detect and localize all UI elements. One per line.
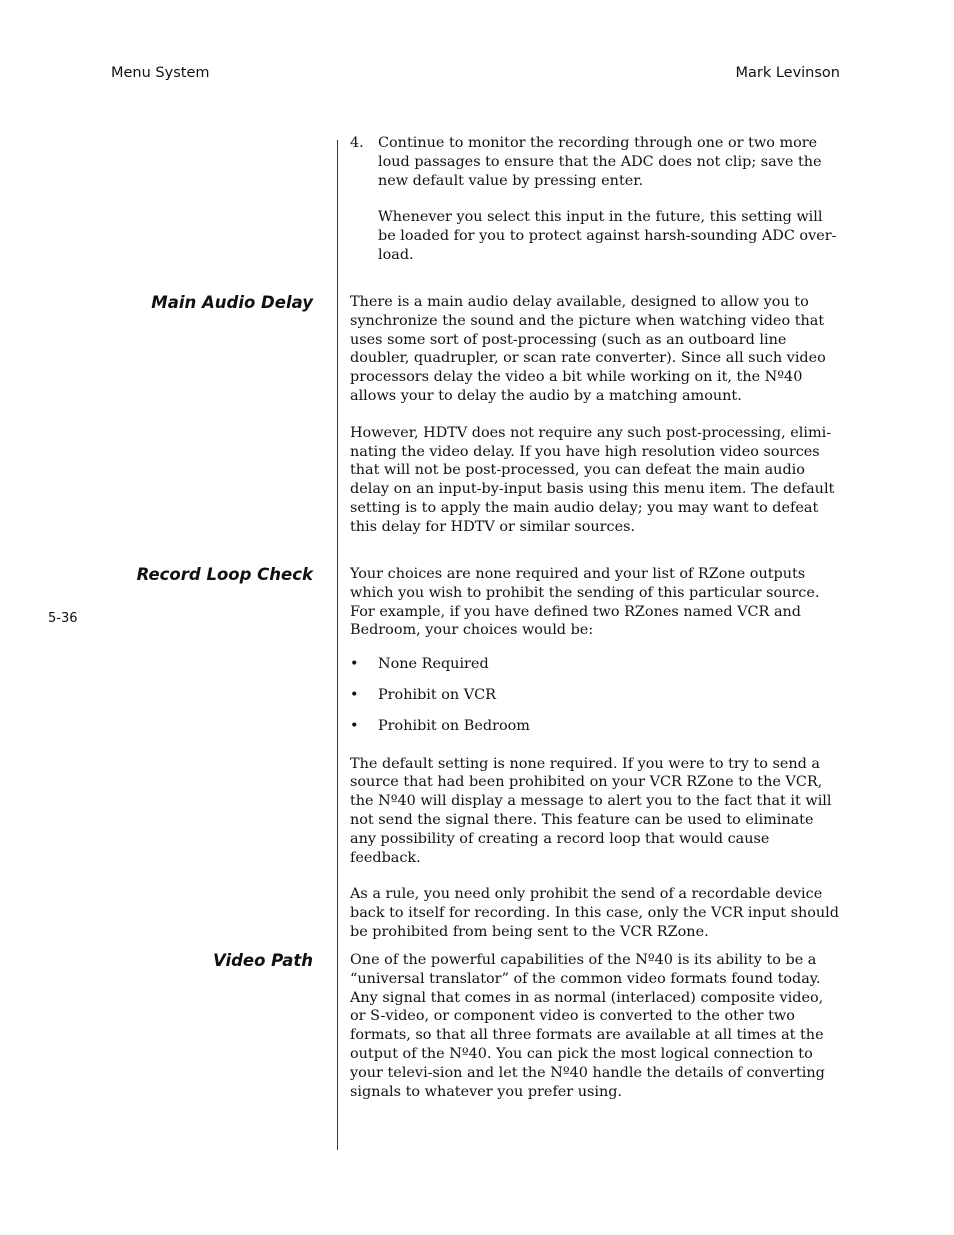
list-item xyxy=(350,686,842,705)
running-header-left: Menu System xyxy=(111,65,210,81)
paragraph: The default setting is none required. If you were to try to send a source that had been prohibited on your VCR RZone to the VCR, the Nº40 will display a message to alert you to the fact that it will not send the signal there. This feature can be used to eliminate any possibility of creating a record loop that would cause feedback. xyxy=(350,755,832,866)
paragraph: However, HDTV does not require any such post-processing, elimi-nating the video delay. If you have high resolution video sources that will not be post-processed, you can defeat the main audio delay on an input-by-input basis using this menu item. The default setting is to apply the main audio delay; you may want to defeat this delay for HDTV or similar sources. xyxy=(350,424,835,535)
step-number: 4. xyxy=(350,135,364,151)
step-4-block xyxy=(350,134,842,265)
column-divider xyxy=(337,140,338,1150)
section-video-path xyxy=(350,951,842,1101)
paragraph: Your choices are none required and your list of RZone outputs which you wish to prohibit the sending of this particular source. For example, if you have defined two RZones named VCR and Bedroom, your choices would be: xyxy=(350,566,820,639)
running-header-right: Mark Levinson xyxy=(735,65,840,81)
paragraph: One of the powerful capabilities of the Nº40 is its ability to be a “universal translator” of the common video formats found today. Any signal that comes in as normal (interlaced) composite video, or S-video, or component video is converted to the other two formats, so that all three formats are available at all times at the output of the Nº40. You can pick the most logical connection to your televi-sion and let the Nº40 handle the details of converting signals to whatever you prefer using. xyxy=(350,952,825,1100)
step-4 xyxy=(350,134,842,190)
bullet-icon: • xyxy=(350,656,359,673)
heading-main-audio-delay: Main Audio Delay xyxy=(151,293,313,312)
section-record-loop-check xyxy=(350,565,842,942)
list-item-label: Prohibit on Bedroom xyxy=(378,717,530,734)
bullet-icon: • xyxy=(350,686,359,703)
heading-video-path: Video Path xyxy=(212,951,313,970)
list-item-label: Prohibit on VCR xyxy=(378,686,497,703)
paragraph: As a rule, you need only prohibit the send of a recordable device back to itself for recording. In this case, only the VCR input should be prohibited from being sent to the VCR RZone. xyxy=(350,886,839,940)
step-4-text: Continue to monitor the recording through one or two more loud passages to ensure that the ADC does not clip; save the new default value by pressing enter. xyxy=(378,135,822,189)
bullet-icon: • xyxy=(350,717,359,734)
heading-record-loop-check: Record Loop Check xyxy=(136,565,313,584)
page-number: 5-36 xyxy=(48,611,78,626)
list-item xyxy=(350,717,842,736)
paragraph: There is a main audio delay available, designed to allow you to synchronize the sound and the picture when watching video that uses some sort of post-processing (such as an outboard line doubler, quadrupler, or scan rate converter). Since all such video processors delay the video a bit while working on it, the Nº40 allows your to delay the audio by a matching amount. xyxy=(350,294,826,404)
list-item-label: None Required xyxy=(378,656,489,673)
step-4-note: Whenever you select this input in the future, this setting will be loaded for you to protect against harsh-sounding ADC over-load. xyxy=(378,209,837,263)
list-item xyxy=(350,655,842,674)
section-main-audio-delay xyxy=(350,293,842,537)
